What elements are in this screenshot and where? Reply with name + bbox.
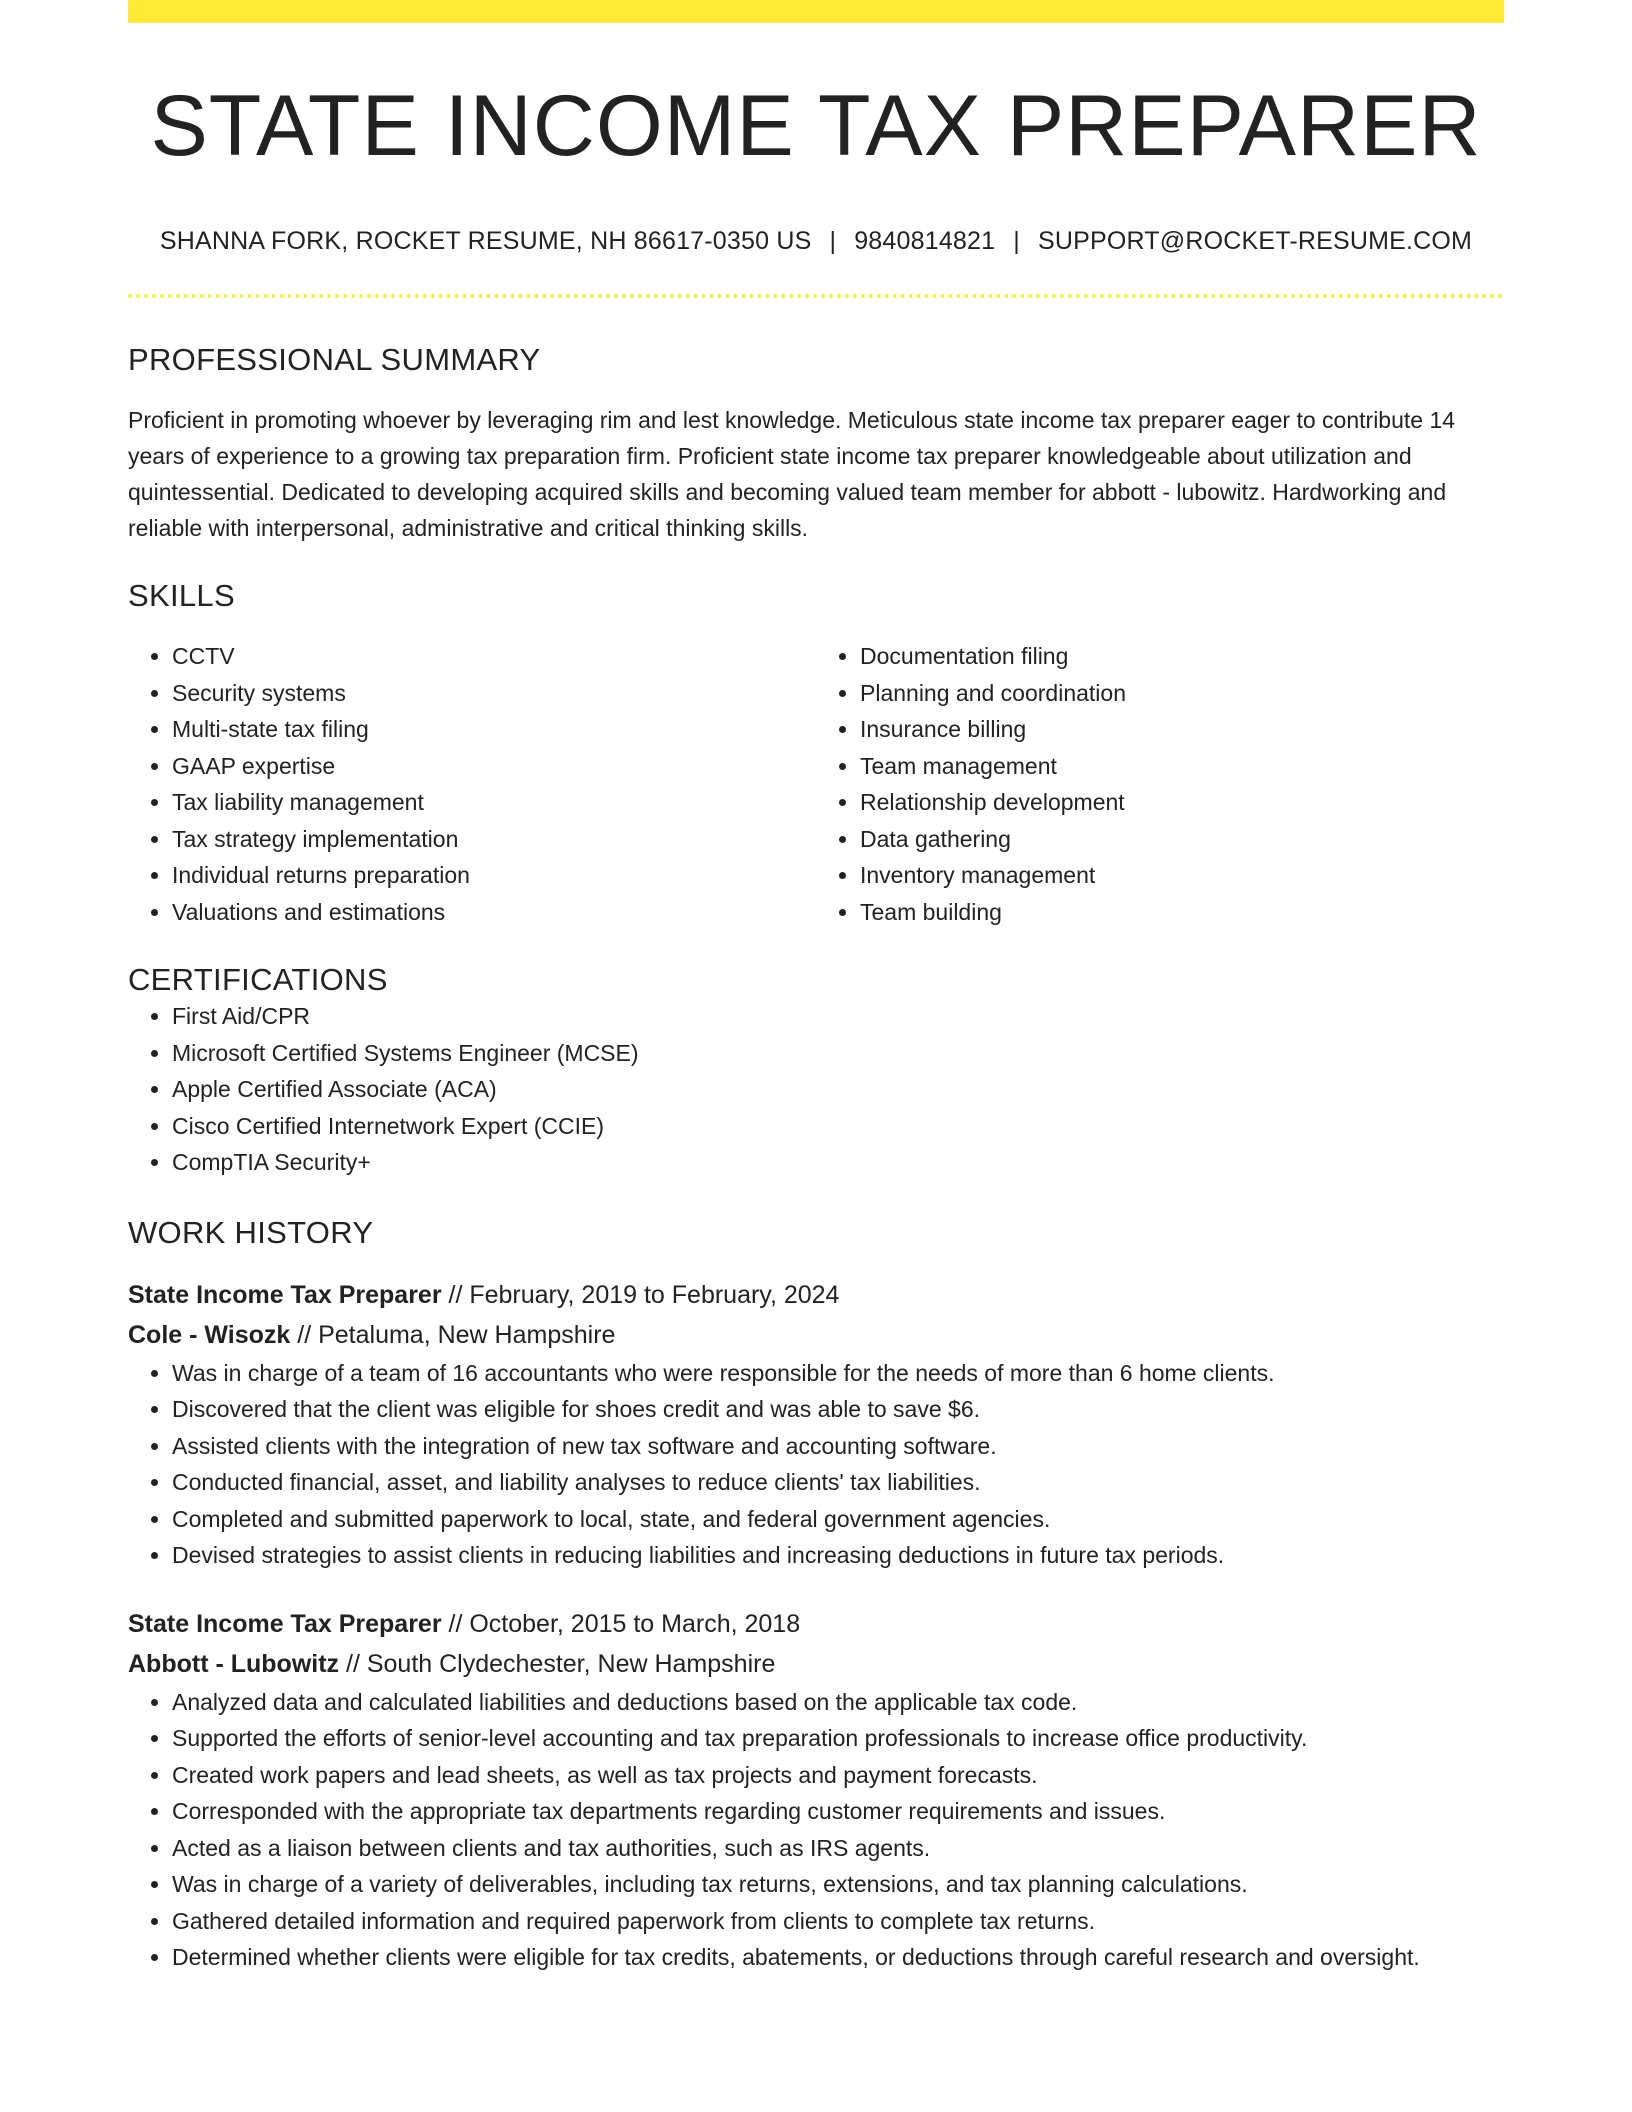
skill-item: • Team building bbox=[860, 894, 1504, 931]
certification-item: • Microsoft Certified Systems Engineer (MCSE) bbox=[172, 1035, 1504, 1072]
skill-item: • Inventory management bbox=[860, 857, 1504, 894]
contact-phone[interactable]: 9840814821 bbox=[854, 227, 996, 255]
summary-heading: PROFESSIONAL SUMMARY bbox=[128, 342, 541, 377]
job-dates: // February, 2019 to February, 2024 bbox=[441, 1280, 840, 1309]
job-bullet: • Corresponded with the appropriate tax departments regarding customer requirements and issues. bbox=[172, 1793, 1504, 1830]
job-location: // Petaluma, New Hampshire bbox=[290, 1320, 616, 1349]
job-title: State Income Tax Preparer bbox=[128, 1280, 442, 1309]
job-bullet: • Was in charge of a team of 16 accountants who were responsible for the needs of more than 6 home clients. bbox=[172, 1355, 1504, 1392]
certification-item: • First Aid/CPR bbox=[172, 998, 1504, 1035]
contact-separator: | bbox=[829, 227, 837, 255]
job-bullet: • Created work papers and lead sheets, as well as tax projects and payment forecasts. bbox=[172, 1757, 1504, 1794]
skills-heading: SKILLS bbox=[128, 578, 235, 613]
resume-page bbox=[128, 0, 1504, 2112]
contact-separator: | bbox=[1013, 227, 1020, 255]
job-bullet: • Conducted financial, asset, and liability analyses to reduce clients' tax liabilities. bbox=[172, 1464, 1504, 1501]
job-bullet: • Discovered that the client was eligible for shoes credit and was able to save $6. bbox=[172, 1391, 1504, 1428]
skill-item: • Security systems bbox=[172, 675, 816, 712]
job-bullet: • Devised strategies to assist clients in reducing liabilities and increasing deductions in future tax periods. bbox=[172, 1537, 1504, 1574]
skill-item: • GAAP expertise bbox=[172, 748, 816, 785]
job-location: // South Clydechester, New Hampshire bbox=[339, 1649, 776, 1678]
skill-item: • Relationship development bbox=[860, 784, 1504, 821]
contact-address: SHANNA FORK, ROCKET RESUME, NH 86617-0350 US bbox=[159, 227, 812, 255]
job-bullet: • Completed and submitted paperwork to local, state, and federal government agencies. bbox=[172, 1501, 1504, 1538]
job-dates: // October, 2015 to March, 2018 bbox=[441, 1609, 801, 1638]
job-bullet: • Determined whether clients were eligible for tax credits, abatements, or deductions through careful research and oversight. bbox=[172, 1939, 1504, 1976]
skill-item: • CCTV bbox=[172, 638, 816, 675]
job-bullet: • Gathered detailed information and required paperwork from clients to complete tax returns. bbox=[172, 1903, 1504, 1940]
skill-item: • Tax liability management bbox=[172, 784, 816, 821]
skill-item: • Documentation filing bbox=[860, 638, 1504, 675]
skill-item: • Team management bbox=[860, 748, 1504, 785]
skills-grid bbox=[128, 638, 1504, 930]
skills-list-right bbox=[816, 638, 1504, 930]
job-bullet: • Acted as a liaison between clients and tax authorities, such as IRS agents. bbox=[172, 1830, 1504, 1867]
skill-item: • Individual returns preparation bbox=[172, 857, 816, 894]
job-title-line bbox=[128, 1604, 1504, 1644]
certification-item: • Apple Certified Associate (ACA) bbox=[172, 1071, 1504, 1108]
job-company-line bbox=[128, 1644, 1504, 1684]
summary-text: Proficient in promoting whoever by leveraging rim and lest knowledge. Meticulous state income tax preparer eager to contribute 14 years of experience to a growing tax preparation firm. Proficient state income tax preparer knowledgeable about utilization and quintessential. Dedicated to developing acquired skills and becoming valued team member for abbott - lubowitz. Hardworking and reliable with interpersonal, administrative and critical thinking skills. bbox=[128, 407, 1456, 541]
job-company: Cole - Wisozk bbox=[128, 1320, 291, 1349]
job-bullet: • Analyzed data and calculated liabilities and deductions based on the applicable tax code. bbox=[172, 1684, 1504, 1721]
certification-item: • Cisco Certified Internetwork Expert (CCIE) bbox=[172, 1108, 1504, 1145]
header-divider bbox=[128, 294, 1504, 298]
job-entry bbox=[128, 1275, 1504, 1574]
job-bullets bbox=[128, 1355, 1504, 1574]
contact-email[interactable]: SUPPORT@ROCKET-RESUME.COM bbox=[1037, 227, 1473, 255]
job-bullets bbox=[128, 1684, 1504, 1976]
skill-item: • Multi-state tax filing bbox=[172, 711, 816, 748]
contact-line bbox=[128, 227, 1504, 256]
job-company: Abbott - Lubowitz bbox=[128, 1649, 340, 1678]
top-accent-bar bbox=[128, 0, 1504, 23]
skill-item: • Data gathering bbox=[860, 821, 1504, 858]
job-bullet: • Assisted clients with the integration of new tax software and accounting software. bbox=[172, 1428, 1504, 1465]
resume-title: STATE INCOME TAX PREPARER bbox=[150, 78, 1482, 174]
skill-item: • Tax strategy implementation bbox=[172, 821, 816, 858]
certifications-list bbox=[128, 998, 1504, 1181]
certification-item: • CompTIA Security+ bbox=[172, 1144, 1504, 1181]
work-history-heading: WORK HISTORY bbox=[128, 1214, 374, 1250]
skill-item: • Planning and coordination bbox=[860, 675, 1504, 712]
job-title: State Income Tax Preparer bbox=[128, 1609, 442, 1638]
certifications-heading: CERTIFICATIONS bbox=[128, 962, 388, 997]
skill-item: • Insurance billing bbox=[860, 711, 1504, 748]
job-bullet: • Supported the efforts of senior-level accounting and tax preparation professionals to increase office productivity. bbox=[172, 1720, 1504, 1757]
job-title-line bbox=[128, 1275, 1504, 1315]
job-entry bbox=[128, 1604, 1504, 1976]
skills-list-left bbox=[128, 638, 816, 930]
job-company-line bbox=[128, 1315, 1504, 1355]
job-bullet: • Was in charge of a variety of deliverables, including tax returns, extensions, and tax planning calculations. bbox=[172, 1866, 1504, 1903]
skill-item: • Valuations and estimations bbox=[172, 894, 816, 931]
